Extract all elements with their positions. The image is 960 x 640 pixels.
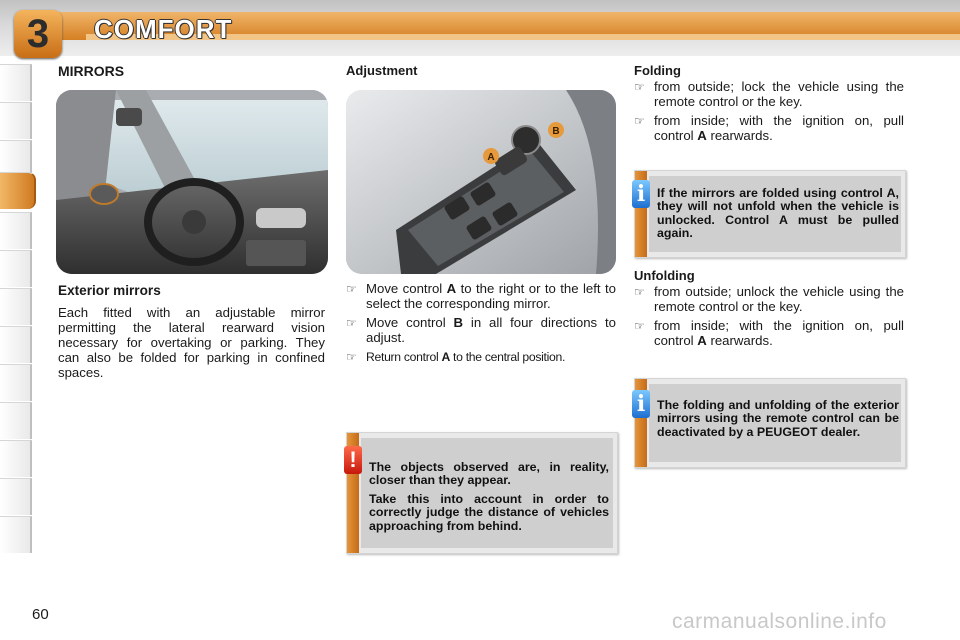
list-item: ☞ Return control A to the central position. <box>346 350 566 365</box>
info-text-dealer: The folding and unfolding of the exterior mirrors using the remote control can be deactivated by a PEUGEOT dealer. <box>657 398 899 439</box>
list-item: ☞ Move control B in all four directions to adjust. <box>346 315 616 345</box>
chapter-tab-7[interactable] <box>0 326 32 363</box>
section-title: MIRRORS <box>58 63 125 79</box>
pointing-finger-icon: ☞ <box>634 319 645 334</box>
chapter-number-badge: 3 <box>14 10 62 58</box>
chapter-tab-2[interactable] <box>0 102 32 139</box>
adjustment-title: Adjustment <box>346 63 418 78</box>
unfolding-list <box>634 285 904 353</box>
watermark: carmanualsonline.info <box>672 610 887 633</box>
chapter-tab-12[interactable] <box>0 516 32 553</box>
warning-box <box>346 432 618 554</box>
list-item: ☞ Move control A to the right or to the left to select the corresponding mirror. <box>346 281 616 311</box>
chapter-tabs <box>0 64 34 576</box>
info-icon: i <box>632 180 650 208</box>
pointing-finger-icon: ☞ <box>634 80 645 94</box>
page-number: 60 <box>32 606 49 623</box>
warning-text: The objects observed are, in reality, closer than they appear. Take this into account in order to correctly judge the distance of vehicles approaching from behind. <box>369 460 609 533</box>
chapter-tab-1[interactable] <box>0 64 32 101</box>
figure-label-b: B <box>552 126 560 137</box>
chapter-tab-4[interactable] <box>0 212 32 249</box>
chapter-tab-5[interactable] <box>0 250 32 287</box>
pointing-finger-icon: ☞ <box>634 285 645 299</box>
list-item: ☞ from inside; with the ignition on, pull control A rearwards. <box>634 318 904 348</box>
info-box-folded <box>634 170 906 258</box>
list-item: ☞ from outside; lock the vehicle using the remote control or the key. <box>634 79 904 109</box>
exclamation-icon: ! <box>344 446 362 474</box>
info-text-folded: If the mirrors are folded using control A, they will not unfold when the vehicle is unlocked. Control A must be pulled again. <box>657 186 899 241</box>
adjustment-list <box>346 282 616 370</box>
folding-title: Folding <box>634 63 681 78</box>
unfolding-title: Unfolding <box>634 268 695 283</box>
chapter-title: COMFORT <box>94 14 233 44</box>
pointing-finger-icon: ☞ <box>346 350 357 365</box>
info-icon: i <box>632 390 650 418</box>
chapter-tab-6[interactable] <box>0 288 32 325</box>
folding-list <box>634 80 904 148</box>
chapter-tab-9[interactable] <box>0 402 32 439</box>
interior-mirror-photo <box>56 90 328 274</box>
chapter-tab-10[interactable] <box>0 440 32 477</box>
subsection-title: Exterior mirrors <box>58 283 161 298</box>
info-box-dealer <box>634 378 906 468</box>
pointing-finger-icon: ☞ <box>346 282 357 296</box>
pointing-finger-icon: ☞ <box>346 316 357 331</box>
intro-paragraph: Each fitted with an adjustable mirror permitting the lateral rearward vision necessary for overtaking or parking. They can also be folded for parking in confined spaces. <box>58 305 325 380</box>
chapter-tab-3-active[interactable] <box>0 172 36 209</box>
mirror-controls-photo <box>346 90 616 274</box>
chapter-tab-11[interactable] <box>0 478 32 515</box>
list-item: ☞ from inside; with the ignition on, pull control A rearwards. <box>634 113 904 143</box>
pointing-finger-icon: ☞ <box>634 114 645 129</box>
figure-label-a: A <box>487 152 495 163</box>
list-item: ☞ from outside; unlock the vehicle using the remote control or the key. <box>634 284 904 314</box>
chapter-tab-8[interactable] <box>0 364 32 401</box>
